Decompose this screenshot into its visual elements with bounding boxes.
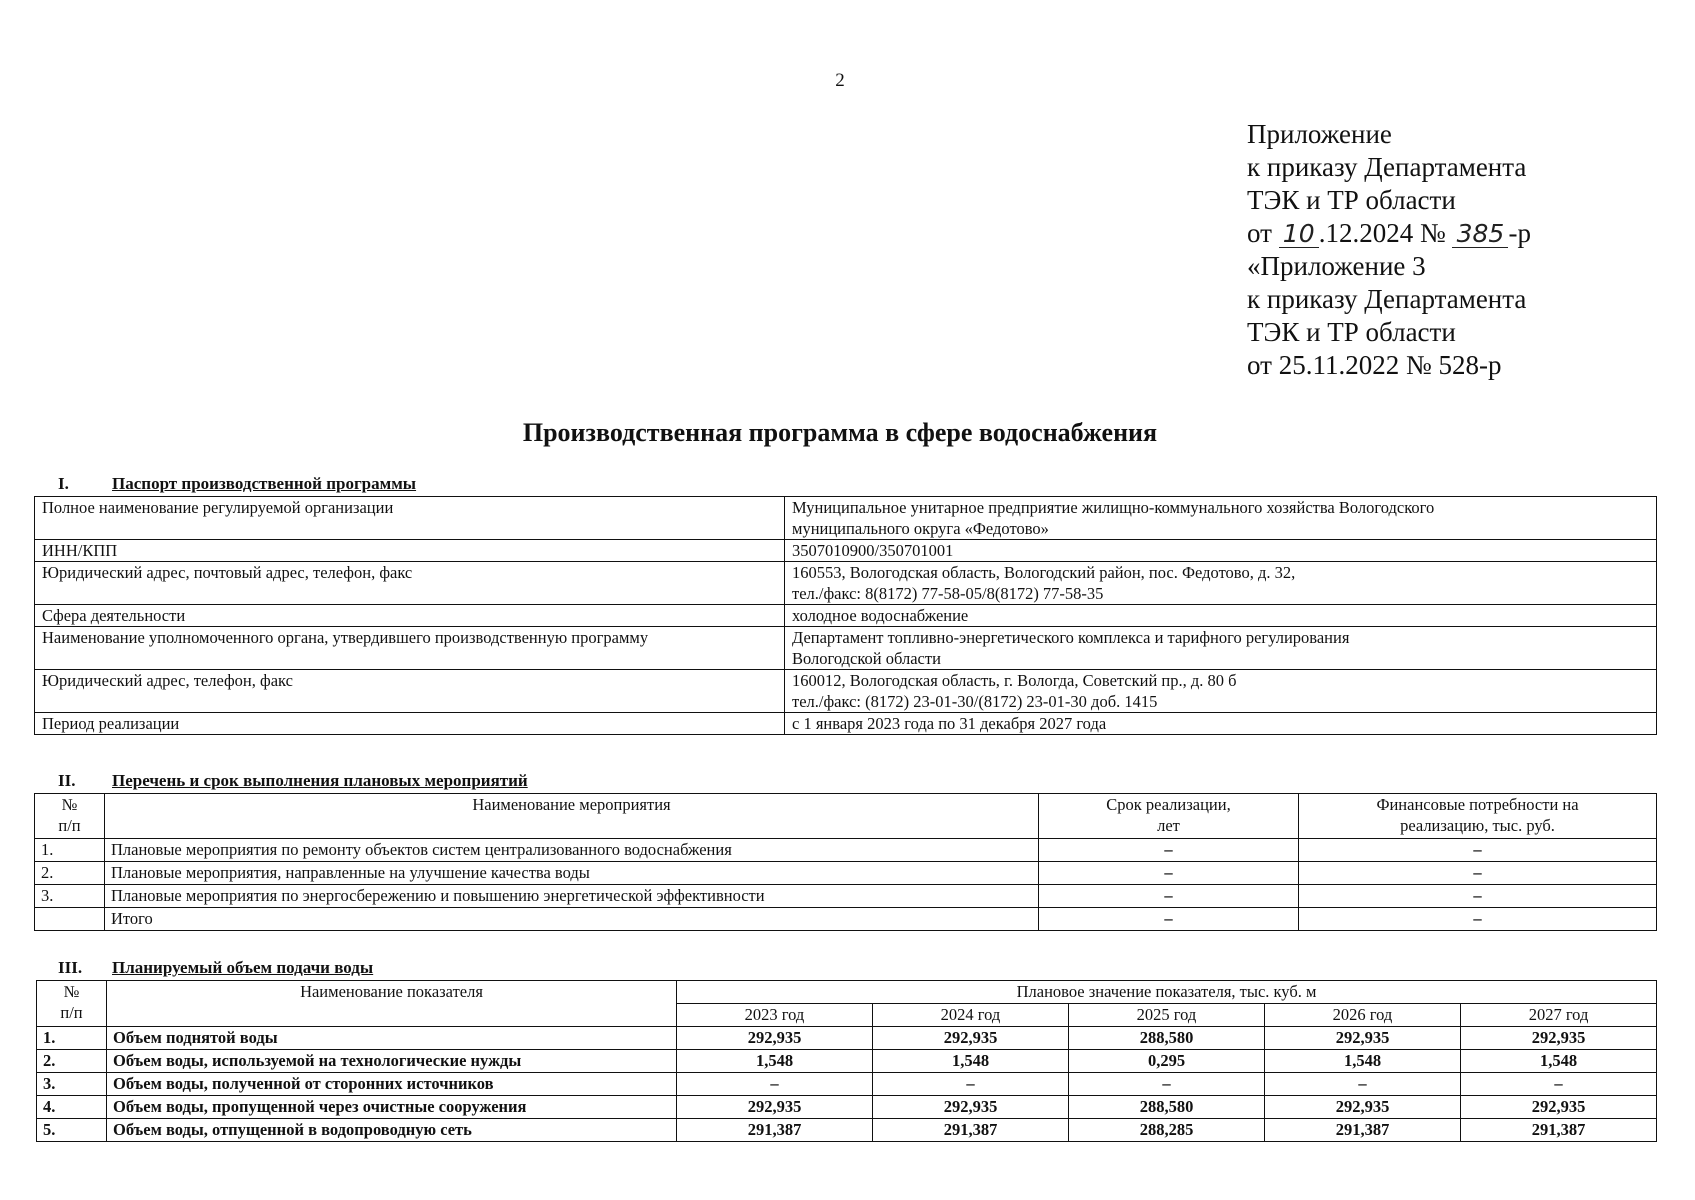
passport-label-cell: Полное наименование регулируемой организации bbox=[35, 497, 785, 540]
section-1-heading bbox=[58, 474, 416, 494]
header-cell-name: Наименование показателя bbox=[107, 981, 677, 1027]
appendix-order-prefix: от bbox=[1247, 218, 1272, 248]
row-number-cell: 3. bbox=[35, 885, 105, 908]
measure-name-cell: Плановые мероприятия по ремонту объектов систем централизованного водоснабжения bbox=[105, 839, 1039, 862]
passport-label-cell: ИНН/КПП bbox=[35, 540, 785, 562]
row-number-cell: 4. bbox=[37, 1096, 107, 1119]
appendix-line: ТЭК и ТР области bbox=[1247, 317, 1456, 347]
measure-finance-cell: – bbox=[1299, 908, 1657, 931]
passport-value-line: Муниципальное унитарное предприятие жилищно-коммунального хозяйства Вологодского bbox=[792, 498, 1435, 517]
indicator-name-cell: Объем воды, используемой на технологические нужды bbox=[107, 1050, 677, 1073]
indicator-value-cell: 291,387 bbox=[677, 1119, 873, 1142]
indicator-value-cell: 292,935 bbox=[873, 1027, 1069, 1050]
measure-term-cell: – bbox=[1039, 908, 1299, 931]
document-title: Производственная программа в сфере водоснабжения bbox=[522, 418, 1158, 447]
passport-value-cell bbox=[785, 627, 1657, 670]
row-number-cell: 5. bbox=[37, 1119, 107, 1142]
header-cell-name: Наименование мероприятия bbox=[105, 794, 1039, 839]
row-number-cell: 2. bbox=[35, 862, 105, 885]
passport-value-line: 3507010900/350701001 bbox=[792, 541, 954, 560]
passport-value-line: тел./факс: 8(8172) 77-58-05/8(8172) 77-58-35 bbox=[792, 584, 1104, 603]
passport-table bbox=[34, 496, 1657, 735]
passport-value-line: тел./факс: (8172) 23-01-30/(8172) 23-01-30 доб. 1415 bbox=[792, 692, 1158, 711]
header-cell-number: № п/п bbox=[37, 981, 107, 1027]
passport-label-cell: Юридический адрес, телефон, факс bbox=[35, 670, 785, 713]
passport-value-line: 160553, Вологодская область, Вологодский район, пос. Федотово, д. 32, bbox=[792, 563, 1296, 582]
measure-finance-cell: – bbox=[1299, 839, 1657, 862]
water-volume-table bbox=[36, 980, 1657, 1142]
table-row bbox=[37, 1050, 1657, 1073]
handwritten-order-number: 385 bbox=[1452, 221, 1508, 248]
section-3-heading bbox=[58, 958, 373, 978]
table-header-row bbox=[37, 981, 1657, 1004]
table-row bbox=[37, 1073, 1657, 1096]
passport-label-cell: Сфера деятельности bbox=[35, 605, 785, 627]
indicator-value-cell: – bbox=[1069, 1073, 1265, 1096]
table-row bbox=[35, 670, 1657, 713]
measure-finance-cell: – bbox=[1299, 862, 1657, 885]
indicator-value-cell: 288,285 bbox=[1069, 1119, 1265, 1142]
table-row bbox=[35, 862, 1657, 885]
appendix-line: к приказу Департамента bbox=[1247, 152, 1527, 182]
row-number-cell: 3. bbox=[37, 1073, 107, 1096]
measure-term-cell: – bbox=[1039, 885, 1299, 908]
appendix-line: от 25.11.2022 № 528-р bbox=[1247, 350, 1502, 380]
measure-finance-cell: – bbox=[1299, 885, 1657, 908]
appendix-order-date: .12.2024 № bbox=[1318, 218, 1446, 248]
section-2-number: II. bbox=[58, 771, 76, 790]
table-row bbox=[37, 1027, 1657, 1050]
header-cell-group: Плановое значение показателя, тыс. куб. м bbox=[677, 981, 1657, 1004]
indicator-value-cell: – bbox=[1265, 1073, 1461, 1096]
appendix-order-suffix: -р bbox=[1508, 218, 1531, 248]
table-header-row bbox=[35, 794, 1657, 839]
header-cell-year: 2024 год bbox=[873, 1004, 1069, 1027]
indicator-value-cell: 292,935 bbox=[1265, 1027, 1461, 1050]
passport-label-cell: Период реализации bbox=[35, 713, 785, 735]
indicator-value-cell: 1,548 bbox=[1461, 1050, 1657, 1073]
table-row bbox=[35, 562, 1657, 605]
passport-value-cell bbox=[785, 670, 1657, 713]
indicator-value-cell: 292,935 bbox=[677, 1096, 873, 1119]
passport-value-cell bbox=[785, 605, 1657, 627]
indicator-value-cell: 288,580 bbox=[1069, 1027, 1265, 1050]
section-1-title: Паспорт производственной программы bbox=[112, 474, 417, 493]
indicator-name-cell: Объем поднятой воды bbox=[107, 1027, 677, 1050]
indicator-value-cell: 288,580 bbox=[1069, 1096, 1265, 1119]
table-row bbox=[35, 908, 1657, 931]
measure-name-cell: Плановые мероприятия, направленные на улучшение качества воды bbox=[105, 862, 1039, 885]
indicator-name-cell: Объем воды, отпущенной в водопроводную сеть bbox=[107, 1119, 677, 1142]
header-cell-term: Срок реализации, лет bbox=[1039, 794, 1299, 839]
table-row bbox=[37, 1119, 1657, 1142]
appendix-line: ТЭК и ТР области bbox=[1247, 185, 1456, 215]
passport-value-line: Департамент топливно-энергетического комплекса и тарифного регулирования bbox=[792, 628, 1350, 647]
indicator-value-cell: 1,548 bbox=[1265, 1050, 1461, 1073]
indicator-value-cell: 292,935 bbox=[677, 1027, 873, 1050]
section-2-title: Перечень и срок выполнения плановых мероприятий bbox=[112, 771, 528, 790]
appendix-block bbox=[1247, 118, 1531, 382]
appendix-line: Приложение bbox=[1247, 119, 1392, 149]
passport-label-cell: Юридический адрес, почтовый адрес, телефон, факс bbox=[35, 562, 785, 605]
row-number-cell: 1. bbox=[37, 1027, 107, 1050]
row-number-cell bbox=[35, 908, 105, 931]
section-2-heading bbox=[58, 771, 528, 791]
table-row bbox=[37, 1096, 1657, 1119]
header-cell-year: 2026 год bbox=[1265, 1004, 1461, 1027]
indicator-value-cell: 1,548 bbox=[677, 1050, 873, 1073]
table-row bbox=[35, 627, 1657, 670]
measure-name-cell: Плановые мероприятия по энергосбережению и повышению энергетической эффективности bbox=[105, 885, 1039, 908]
indicator-value-cell: 1,548 bbox=[873, 1050, 1069, 1073]
indicator-value-cell: 292,935 bbox=[1265, 1096, 1461, 1119]
passport-value-cell bbox=[785, 713, 1657, 735]
passport-value-cell bbox=[785, 540, 1657, 562]
section-3-title: Планируемый объем подачи воды bbox=[112, 958, 374, 977]
header-cell-year: 2027 год bbox=[1461, 1004, 1657, 1027]
header-cell-number: № п/п bbox=[35, 794, 105, 839]
page-number: 2 bbox=[835, 70, 845, 91]
appendix-order-date-line bbox=[1247, 217, 1531, 250]
indicator-value-cell: – bbox=[677, 1073, 873, 1096]
handwritten-day: 10 bbox=[1279, 221, 1319, 248]
measure-term-cell: – bbox=[1039, 862, 1299, 885]
indicator-value-cell: 292,935 bbox=[1461, 1096, 1657, 1119]
indicator-value-cell: 0,295 bbox=[1069, 1050, 1265, 1073]
indicator-name-cell: Объем воды, полученной от сторонних источников bbox=[107, 1073, 677, 1096]
measure-term-cell: – bbox=[1039, 839, 1299, 862]
passport-value-line: 160012, Вологодская область, г. Вологда, Советский пр., д. 80 б bbox=[792, 671, 1237, 690]
table-row bbox=[35, 713, 1657, 735]
indicator-value-cell: 291,387 bbox=[1265, 1119, 1461, 1142]
measures-table bbox=[34, 793, 1657, 931]
table-row bbox=[35, 605, 1657, 627]
table-row bbox=[35, 497, 1657, 540]
passport-value-cell bbox=[785, 497, 1657, 540]
row-number-cell: 1. bbox=[35, 839, 105, 862]
appendix-line: «Приложение 3 bbox=[1247, 251, 1426, 281]
table-row bbox=[35, 839, 1657, 862]
indicator-value-cell: 292,935 bbox=[1461, 1027, 1657, 1050]
passport-value-line: с 1 января 2023 года по 31 декабря 2027 года bbox=[792, 714, 1107, 733]
indicator-value-cell: 291,387 bbox=[1461, 1119, 1657, 1142]
header-cell-year: 2023 год bbox=[677, 1004, 873, 1027]
indicator-value-cell: 292,935 bbox=[873, 1096, 1069, 1119]
table-row bbox=[35, 885, 1657, 908]
measure-name-cell: Итого bbox=[105, 908, 1039, 931]
indicator-value-cell: – bbox=[873, 1073, 1069, 1096]
section-1-number: I. bbox=[58, 474, 69, 493]
table-row bbox=[35, 540, 1657, 562]
passport-value-line: Вологодской области bbox=[792, 649, 941, 668]
indicator-value-cell: 291,387 bbox=[873, 1119, 1069, 1142]
indicator-name-cell: Объем воды, пропущенной через очистные сооружения bbox=[107, 1096, 677, 1119]
passport-value-line: муниципального округа «Федотово» bbox=[792, 519, 1049, 538]
passport-value-cell bbox=[785, 562, 1657, 605]
row-number-cell: 2. bbox=[37, 1050, 107, 1073]
header-cell-finance: Финансовые потребности на реализацию, тыс. руб. bbox=[1299, 794, 1657, 839]
passport-value-line: холодное водоснабжение bbox=[792, 606, 969, 625]
indicator-value-cell: – bbox=[1461, 1073, 1657, 1096]
section-3-number: III. bbox=[58, 958, 83, 977]
header-cell-year: 2025 год bbox=[1069, 1004, 1265, 1027]
appendix-line: к приказу Департамента bbox=[1247, 284, 1527, 314]
passport-label-cell: Наименование уполномоченного органа, утвердившего производственную программу bbox=[35, 627, 785, 670]
